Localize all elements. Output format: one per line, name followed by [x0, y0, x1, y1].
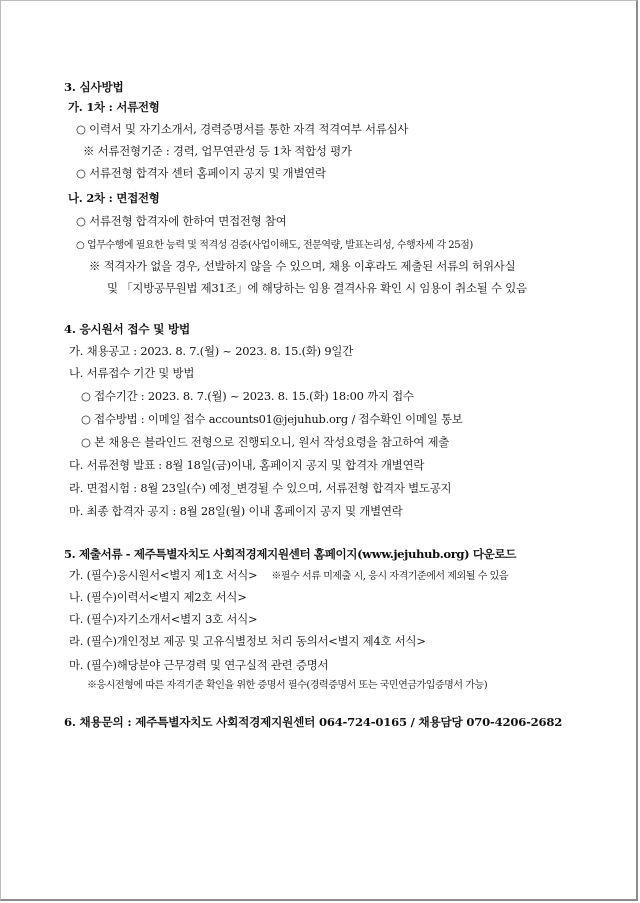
stage-2-note-line-2: 및 「지방공무원법 제31조」에 해당하는 임용 결격사유 확인 시 임용이 취소될 수 있음 [107, 281, 527, 295]
section-3-title: 3. 심사방법 [64, 80, 124, 94]
stage-1-note: ※ 서류전형기준 : 경력, 업무연관성 등 1차 적합성 평가 [83, 144, 352, 158]
screening-stage-2-title: 나. 2차 : 면접전형 [68, 191, 160, 205]
stage-2-item-2: ○ 업무수행에 필요한 능력 및 적격성 검증(사업이해도, 전문역량, 발표논리성, 수행자세 각 25점) [76, 240, 473, 251]
stage-2-item-1: ○ 서류전형 합격자에 한하여 면접전형 참여 [76, 214, 287, 228]
section-5-title: 5. 제출서류 - 제주특별자치도 사회적경제지원센터 홈페이지(www.jejuhub.org) 다운로드 [64, 547, 517, 561]
blind-recruitment-note: ○ 본 채용은 블라인드 전형으로 진행되오니, 원서 작성요령을 참고하여 제출 [81, 435, 450, 449]
required-doc-career-proof: 마. (필수)해당분야 근무경력 및 연구실적 관련 증명서 [69, 658, 329, 672]
required-doc-privacy-consent: 라. (필수)개인정보 제공 및 고유식별정보 처리 동의서<별지 제4호 서식> [69, 634, 426, 648]
required-doc-resume: 나. (필수)이력서<별지 제2호 서식> [69, 590, 247, 604]
document-result-announcement: 다. 서류전형 발표 : 8월 18일(금)이내, 홈페이지 공지 및 합격자 개별연락 [69, 458, 425, 472]
stage-1-item-2: ○ 서류전형 합격자 센터 홈페이지 공지 및 개별연락 [76, 166, 326, 180]
interview-schedule: 라. 면접시험 : 8월 23일(수) 예정_변경될 수 있으며, 서류전형 합격자 별도공지 [69, 481, 452, 495]
document-submission-heading: 나. 서류접수 기간 및 방법 [69, 366, 195, 380]
submission-period: ○ 접수기간 : 2023. 8. 7.(월) ~ 2023. 8. 15.(화) 18:00 까지 접수 [81, 389, 414, 403]
stage-2-note-line-1: ※ 적격자가 없을 경우, 선발하지 않을 수 있으며, 채용 이후라도 제출된 서류의 허위사실 [89, 259, 516, 273]
required-doc-self-intro: 다. (필수)자기소개서<별지 3호 서식> [69, 612, 258, 626]
announcement-period: 가. 채용공고 : 2023. 8. 7.(월) ~ 2023. 8. 15.(화) 9일간 [69, 344, 354, 358]
required-doc-warning: ※필수 서류 미제출 시, 응시 자격기준에서 제외될 수 있음 [271, 571, 509, 582]
required-doc-application: 가. (필수)응시원서<별지 제1호 서식> ※필수 서류 미제출 시, 응시 자격기준에서 제외될 수 있음 [69, 568, 509, 582]
submission-method: ○ 접수방법 : 이메일 접수 accounts01@jejuhub.org / 접수확인 이메일 통보 [81, 412, 463, 426]
section-6-contact: 6. 채용문의 : 제주특별자치도 사회적경제지원센터 064-724-0165 / 채용담당 070-4206-2682 [64, 715, 563, 729]
career-proof-note: ※응시전형에 따른 자격기준 확인을 위한 증명서 필수(경력증명서 또는 국민연금가입증명서 가능) [87, 680, 488, 691]
screening-stage-1-title: 가. 1차 : 서류전형 [68, 100, 160, 114]
section-4-title: 4. 응시원서 접수 및 방법 [64, 322, 191, 336]
stage-1-item-1: ○ 이력서 및 자기소개서, 경력증명서를 통한 자격 적격여부 서류심사 [76, 122, 409, 136]
final-announcement: 마. 최종 합격자 공지 : 8월 28일(월) 이내 홈페이지 공지 및 개별연락 [69, 504, 403, 518]
